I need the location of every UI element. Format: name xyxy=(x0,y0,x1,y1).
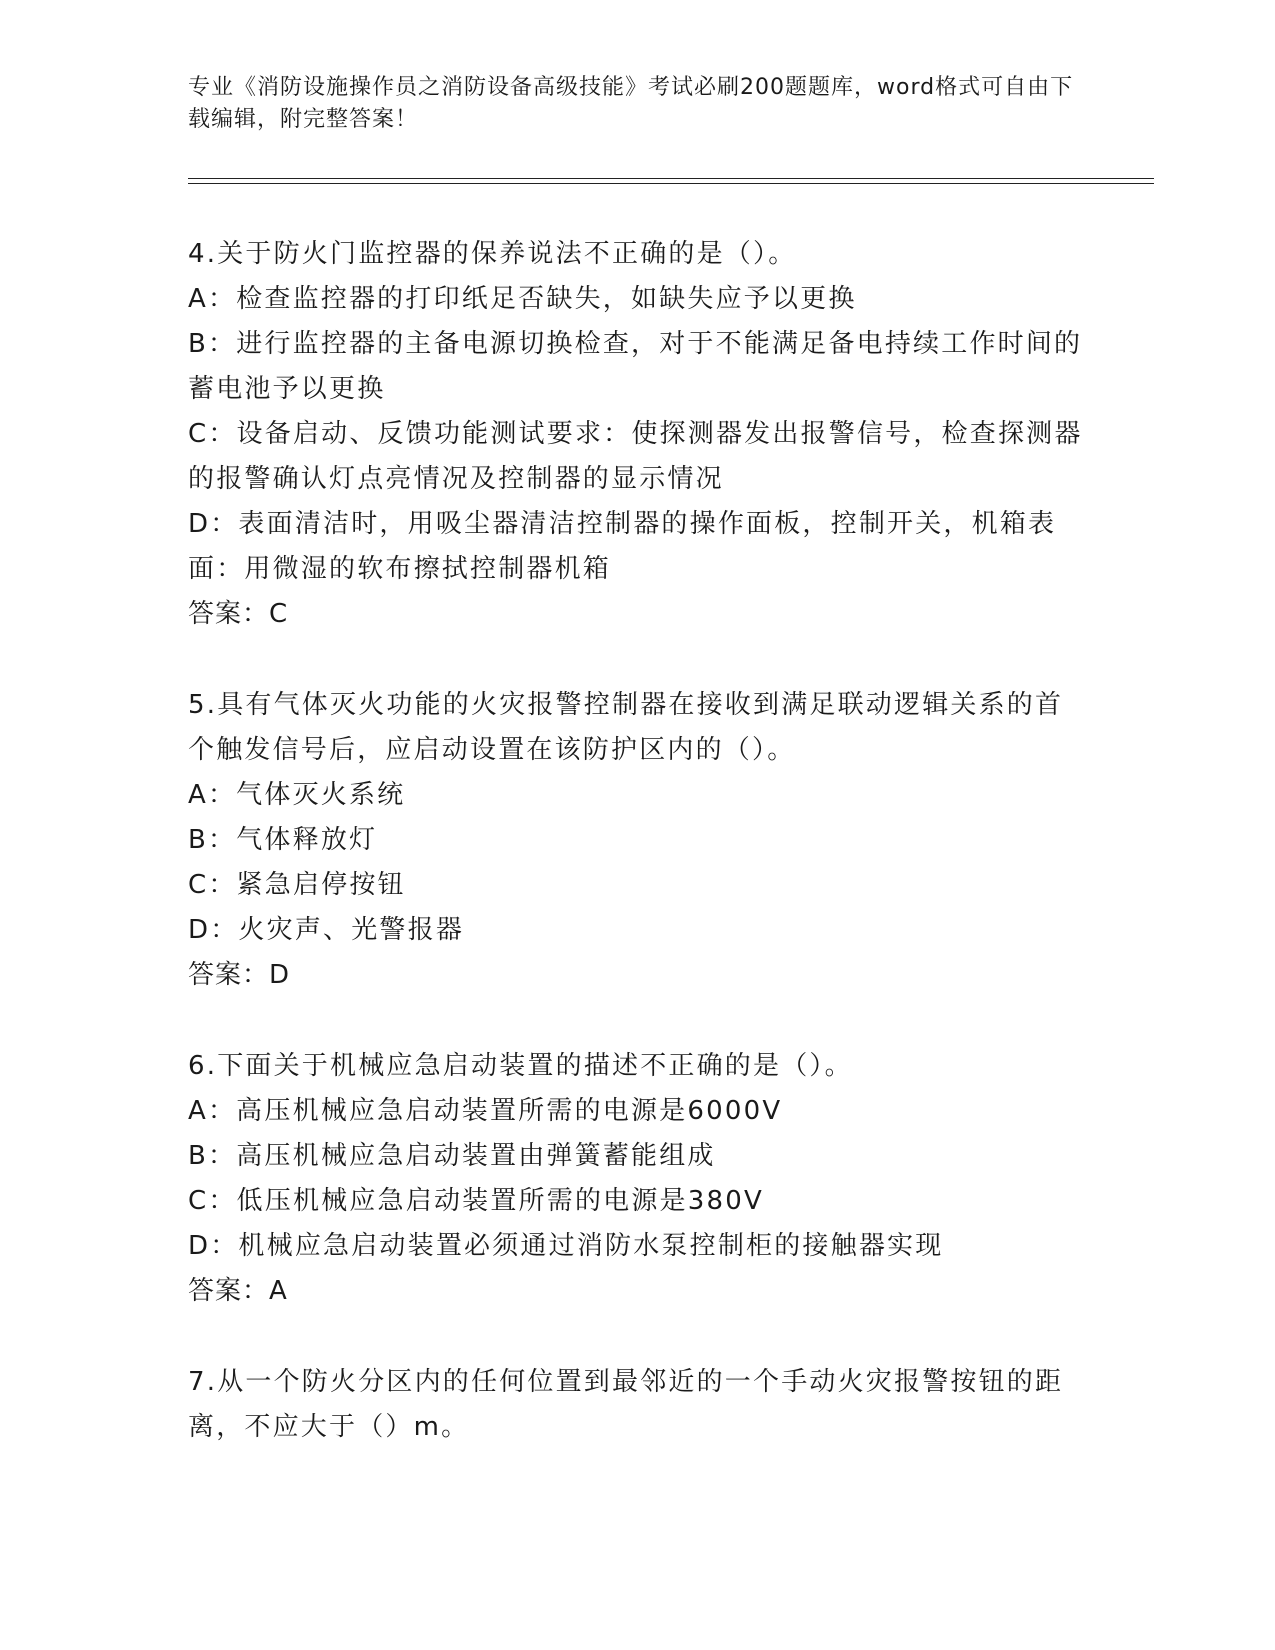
header-divider-top xyxy=(188,178,1154,179)
question-5 xyxy=(188,683,1088,998)
document-header: 专业《消防设施操作员之消防设备高级技能》考试必刷200题题库，word格式可自由下载编辑，附完整答案！ xyxy=(188,75,1074,132)
question-stem: 7.从一个防火分区内的任何位置到最邻近的一个手动火灾报警按钮的距离，不应大于（）m。 xyxy=(188,1367,1064,1442)
option-d: D：机械应急启动装置必须通过消防水泵控制柜的接触器实现 xyxy=(188,1231,944,1261)
option-a: A：检查监控器的打印纸足否缺失，如缺失应予以更换 xyxy=(188,284,857,314)
question-stem: 4.关于防火门监控器的保养说法不正确的是（）。 xyxy=(188,239,797,269)
option-b: B：高压机械应急启动装置由弹簧蓄能组成 xyxy=(188,1141,716,1171)
question-spacer xyxy=(188,998,1088,1044)
option-b: B：气体释放灯 xyxy=(188,825,378,855)
question-list xyxy=(188,232,1088,1450)
answer: 答案：C xyxy=(188,599,289,629)
question-stem: 6.下面关于机械应急启动装置的描述不正确的是（）。 xyxy=(188,1051,853,1081)
option-c: C：设备启动、反馈功能测试要求：使探测器发出报警信号，检查探测器的报警确认灯点亮情况及控制器的显示情况 xyxy=(188,419,1083,494)
question-spacer xyxy=(188,637,1088,683)
question-stem: 5.具有气体灭火功能的火灾报警控制器在接收到满足联动逻辑关系的首个触发信号后，应启动设置在该防护区内的（）。 xyxy=(188,690,1064,765)
option-b: B：进行监控器的主备电源切换检查，对于不能满足备电持续工作时间的蓄电池予以更换 xyxy=(188,329,1083,404)
option-c: C：低压机械应急启动装置所需的电源是380V xyxy=(188,1186,764,1216)
question-6 xyxy=(188,1044,1088,1314)
answer: 答案：A xyxy=(188,1276,288,1306)
option-c: C：紧急启停按钮 xyxy=(188,870,406,900)
question-4 xyxy=(188,232,1088,637)
question-spacer xyxy=(188,1314,1088,1360)
option-a: A：高压机械应急启动装置所需的电源是6000V xyxy=(188,1096,783,1126)
header-divider-bottom xyxy=(188,183,1154,184)
option-d: D：火灾声、光警报器 xyxy=(188,915,465,945)
question-7 xyxy=(188,1360,1088,1450)
option-d: D：表面清洁时，用吸尘器清洁控制器的操作面板，控制开关，机箱表面：用微湿的软布擦拭控制器机箱 xyxy=(188,509,1057,584)
answer: 答案：D xyxy=(188,960,291,990)
option-a: A：气体灭火系统 xyxy=(188,780,406,810)
